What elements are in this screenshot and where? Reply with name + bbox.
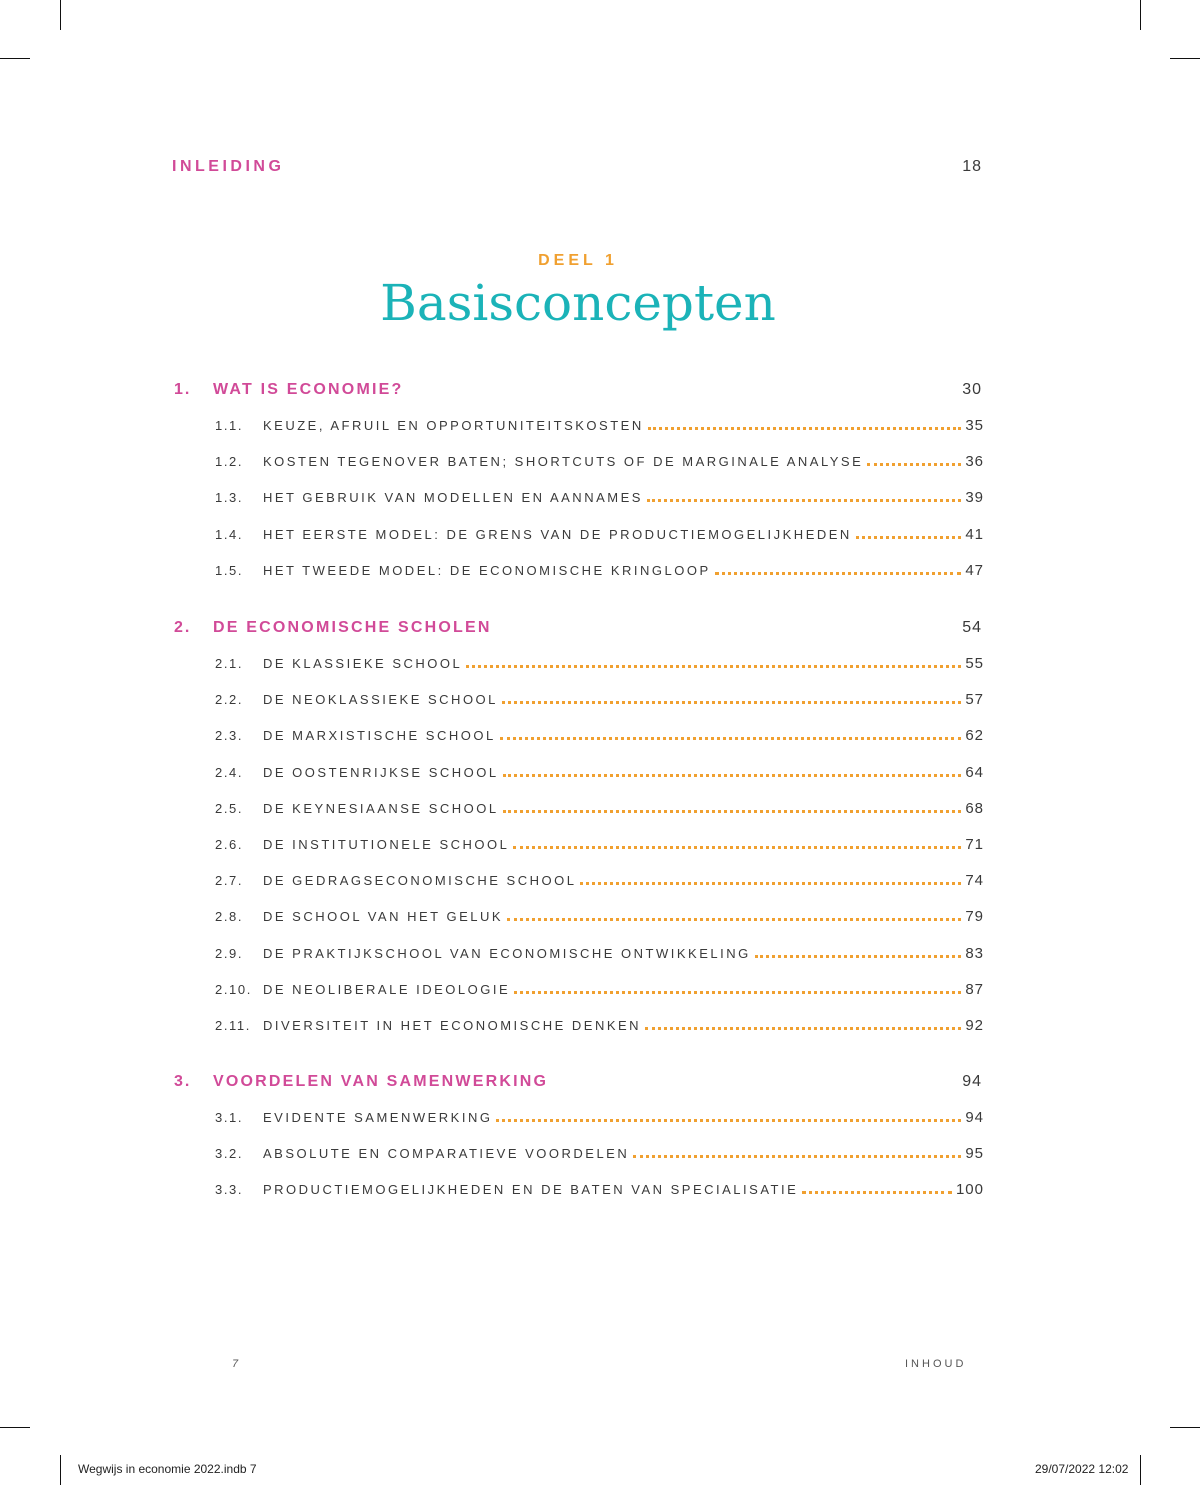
entry-number: 1.1. [215,418,244,433]
dot-leader [715,572,962,575]
dot-leader [580,882,961,885]
entry-title: PRODUCTIEMOGELIJKHEDEN EN DE BATEN VAN SPECIALISATIE [263,1182,799,1198]
entry-page: 47 [965,561,984,579]
dot-leader [867,463,961,466]
entry-page: 95 [965,1145,984,1163]
dot-leader [648,427,962,430]
entry-title: KEUZE, AFRUIL EN OPPORTUNITEITSKOSTEN [263,418,644,433]
entry-title: ABSOLUTE EN COMPARATIEVE VOORDELEN [263,1146,630,1162]
entry-number: 2.7. [215,873,244,889]
entry-page: 57 [965,691,984,709]
entry-page: 64 [965,763,984,781]
part-title: Basisconcepten [380,274,776,332]
entry-number: 2.9. [215,945,244,961]
dot-leader [755,955,962,958]
chapter-number: 3. [174,1073,192,1090]
dot-leader [507,918,961,921]
entry-title: DE INSTITUTIONELE SCHOOL [263,837,510,852]
intro-page: 18 [962,158,982,175]
crop-mark [60,0,61,30]
entry-page: 71 [965,836,984,853]
entry-title: DE NEOKLASSIEKE SCHOOL [263,692,498,708]
entry-number: 3.1. [215,1110,244,1125]
crop-mark [0,58,30,59]
entry-number: 1.4. [215,526,244,542]
dot-leader [647,499,961,502]
dot-leader [466,665,961,668]
chapter-title: VOORDELEN VAN SAMENWERKING [213,1073,549,1090]
chapter-page: 54 [962,619,982,636]
crop-mark [60,1455,61,1485]
dot-leader [514,991,961,994]
intro-row[interactable] [172,158,984,178]
entry-title: DE SCHOOL VAN HET GELUK [263,909,504,925]
crop-mark [1140,0,1141,30]
dot-leader [513,846,961,849]
toc-entry[interactable] [215,836,984,856]
chapter-row[interactable] [172,1073,984,1095]
toc-entry[interactable] [215,417,984,437]
entry-page: 55 [965,655,984,672]
chapter-row[interactable] [172,381,984,403]
intro-title: INLEIDING [172,158,285,175]
print-slug-timestamp: 29/07/2022 12:02 [1035,1462,1129,1476]
entry-page: 74 [965,872,984,890]
entry-number: 2.1. [215,656,244,671]
entry-number: 2.11. [215,1018,251,1033]
entry-number: 3.2. [215,1146,244,1162]
toc-entry[interactable] [215,1145,984,1165]
chapter-number: 2. [174,619,192,636]
toc-entry[interactable] [215,727,984,747]
entry-number: 2.4. [215,764,244,780]
toc-entry[interactable] [215,945,984,965]
toc-entry[interactable] [215,872,984,892]
entry-title: KOSTEN TEGENOVER BATEN; SHORTCUTS OF DE MARGINALE ANALYSE [263,454,864,470]
dot-leader [500,737,962,740]
chapter-page: 94 [962,1073,982,1090]
entry-page: 39 [965,489,984,507]
footer-page-number: 7 [232,1358,239,1370]
entry-title: DE MARXISTISCHE SCHOOL [263,728,496,744]
entry-title: DE OOSTENRIJKSE SCHOOL [263,764,499,780]
entry-title: DE PRAKTIJKSCHOOL VAN ECONOMISCHE ONTWIKKELING [263,945,751,961]
entry-title: DE KLASSIEKE SCHOOL [263,656,463,671]
toc-entry[interactable] [215,691,984,711]
crop-mark [1170,1427,1200,1428]
dot-leader [645,1027,961,1030]
entry-number: 1.3. [215,490,244,506]
crop-mark [1140,1455,1141,1485]
entry-number: 2.5. [215,800,244,816]
entry-page: 79 [965,908,984,926]
toc-entry[interactable] [215,489,984,509]
entry-title: DE NEOLIBERALE IDEOLOGIE [263,981,511,997]
entry-title: DE KEYNESIAANSE SCHOOL [263,800,499,816]
toc-entry[interactable] [215,453,984,473]
toc-entry[interactable] [215,655,984,675]
toc-entry[interactable] [215,908,984,928]
crop-mark [1170,58,1200,59]
part-label: DEEL 1 [538,252,618,269]
entry-title: HET GEBRUIK VAN MODELLEN EN AANNAMES [263,490,643,506]
entry-title: HET TWEEDE MODEL: DE ECONOMISCHE KRINGLOOP [263,562,711,578]
dot-leader [502,701,961,704]
dot-leader [496,1119,961,1122]
chapter-number: 1. [174,381,192,398]
entry-title: DIVERSITEIT IN HET ECONOMISCHE DENKEN [263,1018,642,1033]
print-slug-file: Wegwijs in economie 2022.indb 7 [78,1462,257,1476]
entry-title: EVIDENTE SAMENWERKING [263,1110,493,1125]
crop-mark [0,1427,30,1428]
entry-page: 68 [965,799,984,817]
entry-page: 35 [965,417,984,434]
dot-leader [503,774,962,777]
toc-entry[interactable] [215,1017,984,1037]
entry-page: 36 [965,453,984,471]
entry-number: 1.2. [215,454,244,470]
entry-page: 92 [965,1017,984,1034]
dot-leader [633,1155,961,1158]
chapter-title: DE ECONOMISCHE SCHOLEN [213,619,492,636]
entry-page: 41 [965,525,984,543]
chapter-row[interactable] [172,619,984,641]
entry-number: 2.2. [215,692,244,708]
entry-title: DE GEDRAGSECONOMISCHE SCHOOL [263,873,577,889]
dot-leader [503,810,962,813]
chapter-title: WAT IS ECONOMIE? [213,381,404,398]
toc-entry[interactable] [215,800,984,820]
toc-entry[interactable] [215,1109,984,1129]
entry-number: 2.8. [215,909,244,925]
entry-number: 1.5. [215,562,244,578]
entry-page: 100 [955,1181,984,1199]
entry-page: 62 [965,727,984,745]
entry-page: 83 [965,944,984,962]
entry-page: 87 [965,980,984,998]
dot-leader [802,1191,952,1194]
entry-number: 2.10. [215,981,252,997]
chapter-page: 30 [962,381,982,398]
toc-entry[interactable] [215,764,984,784]
entry-title: HET EERSTE MODEL: DE GRENS VAN DE PRODUCTIEMOGELIJKHEDEN [263,526,852,542]
dot-leader [856,536,961,539]
toc-entry[interactable] [215,1181,984,1201]
toc-entry[interactable] [215,981,984,1001]
entry-number: 2.3. [215,728,244,744]
entry-number: 3.3. [215,1182,244,1198]
toc-entry[interactable] [215,562,984,582]
entry-page: 94 [965,1109,984,1126]
toc-entry[interactable] [215,526,984,546]
footer-section: INHOUD [905,1358,967,1370]
entry-number: 2.6. [215,837,244,852]
